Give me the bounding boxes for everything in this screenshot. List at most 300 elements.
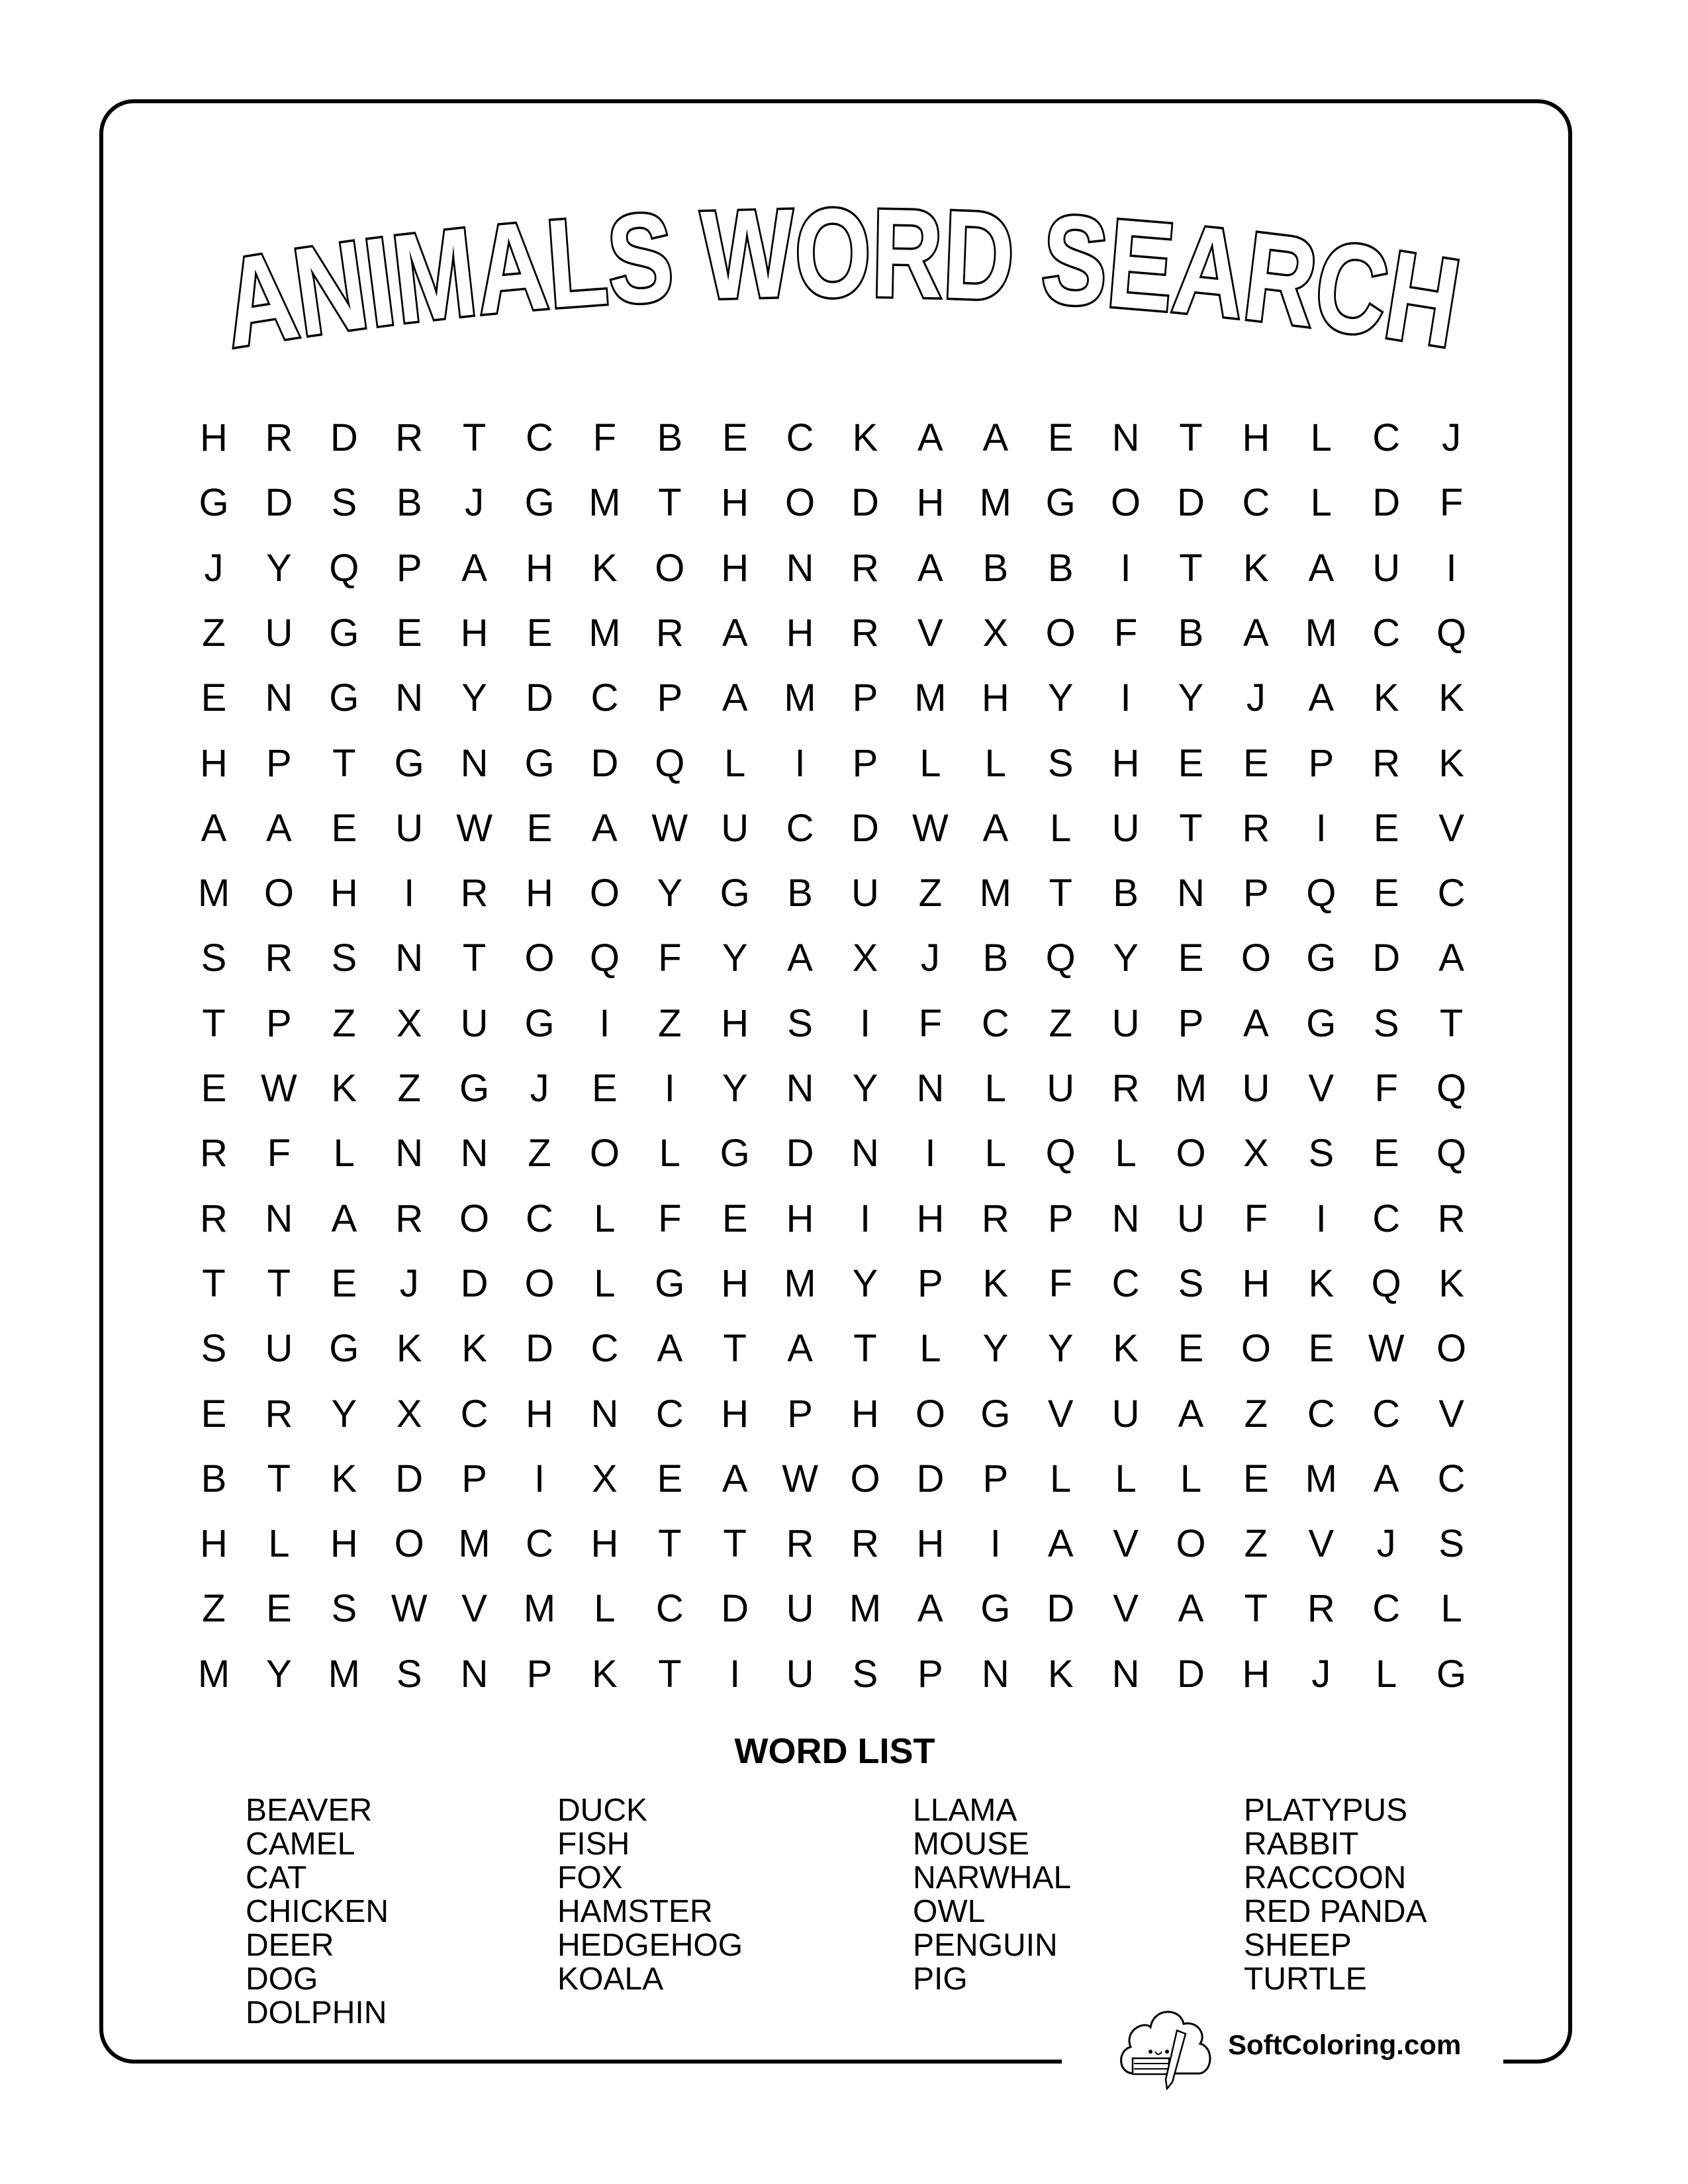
grid-letter[interactable]: A [1438,936,1464,980]
grid-letter[interactable]: X [852,936,878,980]
grid-letter[interactable]: P [266,1001,292,1045]
grid-letter[interactable]: H [1242,416,1270,459]
grid-letter[interactable]: S [1047,741,1074,785]
grid-letter[interactable]: Z [658,1001,682,1045]
grid-letter[interactable]: R [395,1197,424,1240]
grid-letter[interactable]: I [1120,546,1131,590]
grid-letter[interactable]: P [917,1652,943,1696]
grid-letter[interactable]: A [787,936,813,980]
grid-letter[interactable]: C [1437,1457,1466,1500]
grid-letter[interactable]: C [1372,611,1401,655]
grid-letter[interactable]: W [782,1457,818,1500]
grid-letter[interactable]: M [784,1261,816,1305]
grid-letter[interactable]: T [723,1327,747,1371]
grid-letter[interactable]: M [914,676,947,720]
grid-letter[interactable]: J [1311,1652,1331,1696]
grid-letter[interactable]: G [1306,936,1336,980]
grid-letter[interactable]: B [787,872,813,915]
grid-letter[interactable]: R [265,416,293,459]
grid-letter[interactable]: K [331,1067,357,1110]
grid-letter[interactable]: H [200,741,228,785]
grid-letter[interactable]: P [1308,741,1335,785]
grid-letter[interactable]: U [460,1001,489,1045]
grid-letter[interactable]: C [1372,1197,1401,1240]
grid-letter[interactable]: J [204,546,224,590]
grid-letter[interactable]: Q [1306,872,1336,915]
grid-letter[interactable]: D [1372,481,1401,525]
grid-letter[interactable]: V [1113,1522,1139,1566]
grid-letter[interactable]: L [1376,1652,1397,1696]
grid-letter[interactable]: S [396,1652,422,1696]
grid-letter[interactable]: O [589,1132,620,1175]
grid-letter[interactable]: P [266,741,292,785]
grid-letter[interactable]: E [331,806,357,850]
grid-letter[interactable]: U [265,1327,293,1371]
grid-letter[interactable]: L [268,1522,290,1566]
grid-letter[interactable]: J [1442,416,1462,459]
grid-letter[interactable]: O [263,872,294,915]
grid-letter[interactable]: A [917,1587,943,1631]
grid-letter[interactable]: E [1373,806,1399,850]
grid-letter[interactable]: P [526,1652,553,1696]
grid-letter[interactable]: V [917,611,943,655]
grid-letter[interactable]: D [786,1132,814,1175]
grid-letter[interactable]: U [1111,1392,1140,1435]
grid-letter[interactable]: U [786,1587,814,1631]
grid-letter[interactable]: N [460,1652,489,1696]
grid-letter[interactable]: L [659,1132,680,1175]
grid-letter[interactable]: A [201,806,227,850]
grid-letter[interactable]: P [852,676,878,720]
grid-letter[interactable]: D [395,1457,424,1500]
grid-letter[interactable]: G [720,872,750,915]
grid-letter[interactable]: M [523,1587,556,1631]
grid-letter[interactable]: O [459,1197,490,1240]
grid-letter[interactable]: S [852,1652,878,1696]
grid-letter[interactable]: G [655,1261,685,1305]
grid-letter[interactable]: H [721,1001,749,1045]
grid-letter[interactable]: H [721,481,749,525]
grid-letter[interactable]: O [589,872,620,915]
grid-letter[interactable]: D [851,481,879,525]
grid-letter[interactable]: I [859,1197,871,1240]
grid-letter[interactable]: P [1047,1197,1074,1240]
grid-letter[interactable]: B [1113,872,1139,915]
grid-letter[interactable]: Z [1244,1392,1268,1435]
grid-letter[interactable]: T [658,481,682,525]
grid-letter[interactable]: A [266,806,292,850]
grid-letter[interactable]: T [1179,806,1203,850]
grid-letter[interactable]: S [1178,1261,1204,1305]
grid-letter[interactable]: B [1178,611,1204,655]
grid-letter[interactable]: Y [1178,676,1204,720]
grid-letter[interactable]: A [331,1197,357,1240]
grid-letter[interactable]: R [395,416,424,459]
grid-letter[interactable]: E [722,1197,748,1240]
grid-letter[interactable]: K [592,546,618,590]
grid-letter[interactable]: N [265,676,293,720]
grid-letter[interactable]: T [1244,1587,1268,1631]
grid-letter[interactable]: N [1177,872,1205,915]
grid-letter[interactable]: K [331,1457,357,1500]
grid-letter[interactable]: H [460,611,489,655]
grid-letter[interactable]: A [461,546,487,590]
grid-letter[interactable]: C [1307,1392,1335,1435]
grid-letter[interactable]: A [982,806,1009,850]
grid-letter[interactable]: N [1111,1652,1140,1696]
grid-letter[interactable]: L [919,741,941,785]
grid-letter[interactable]: F [592,416,617,459]
grid-letter[interactable]: O [915,1392,945,1435]
grid-letter[interactable]: P [1243,872,1269,915]
grid-letter[interactable]: G [980,1392,1011,1435]
grid-letter[interactable]: E [1373,1132,1399,1175]
grid-letter[interactable]: G [524,1001,555,1045]
grid-letter[interactable]: Q [1436,1132,1467,1175]
grid-letter[interactable]: G [720,1132,750,1175]
grid-letter[interactable]: D [1372,936,1401,980]
grid-letter[interactable]: O [394,1522,424,1566]
grid-letter[interactable]: R [265,936,293,980]
grid-letter[interactable]: M [849,1587,882,1631]
grid-letter[interactable]: H [526,546,553,590]
grid-letter[interactable]: T [658,1522,682,1566]
grid-letter[interactable]: U [786,1652,814,1696]
grid-letter[interactable]: Y [1047,1327,1074,1371]
grid-letter[interactable]: O [524,1261,555,1305]
grid-letter[interactable]: L [1440,1587,1462,1631]
grid-letter[interactable]: E [1178,741,1204,785]
grid-letter[interactable]: S [331,481,357,525]
grid-letter[interactable]: Y [1047,676,1074,720]
grid-letter[interactable]: V [1113,1587,1139,1631]
grid-letter[interactable]: K [1113,1327,1139,1371]
grid-letter[interactable]: L [984,1132,1006,1175]
grid-letter[interactable]: T [267,1261,291,1305]
grid-letter[interactable]: R [460,872,489,915]
grid-letter[interactable]: U [1047,1067,1075,1110]
grid-letter[interactable]: A [722,611,748,655]
grid-letter[interactable]: D [916,1457,945,1500]
grid-letter[interactable]: X [396,1392,422,1435]
grid-letter[interactable]: E [592,1067,618,1110]
grid-letter[interactable]: T [723,1522,747,1566]
grid-letter[interactable]: C [1437,872,1466,915]
grid-letter[interactable]: Z [1244,1522,1268,1566]
grid-letter[interactable]: R [786,1522,814,1566]
grid-letter[interactable]: Q [1436,1067,1467,1110]
grid-letter[interactable]: C [655,1392,684,1435]
grid-letter[interactable]: A [657,1327,683,1371]
grid-letter[interactable]: X [1243,1132,1269,1175]
grid-letter[interactable]: D [1177,481,1205,525]
grid-letter[interactable]: R [200,1197,228,1240]
grid-letter[interactable]: T [1049,872,1072,915]
grid-letter[interactable]: H [721,1392,749,1435]
grid-letter[interactable]: C [1242,481,1270,525]
grid-letter[interactable]: C [590,1327,619,1371]
grid-letter[interactable]: Y [852,1067,878,1110]
grid-letter[interactable]: D [526,676,553,720]
grid-letter[interactable]: I [599,1001,610,1045]
grid-letter[interactable]: L [594,1587,616,1631]
grid-letter[interactable]: E [657,1457,683,1500]
grid-letter[interactable]: T [462,416,487,459]
grid-letter[interactable]: R [1242,806,1270,850]
grid-letter[interactable]: A [722,676,748,720]
grid-letter[interactable]: D [590,741,619,785]
grid-letter[interactable]: N [916,1067,945,1110]
grid-letter[interactable]: K [1308,1261,1335,1305]
grid-letter[interactable]: R [1111,1067,1140,1110]
grid-letter[interactable]: N [1111,416,1140,459]
grid-letter[interactable]: V [1308,1067,1335,1110]
grid-letter[interactable]: B [201,1457,227,1500]
grid-letter[interactable]: H [1242,1652,1270,1696]
grid-letter[interactable]: A [592,806,618,850]
grid-letter[interactable]: S [1373,1001,1399,1045]
grid-letter[interactable]: C [1372,1392,1401,1435]
grid-letter[interactable]: E [1243,741,1269,785]
grid-letter[interactable]: K [396,1327,422,1371]
grid-letter[interactable]: R [265,1392,293,1435]
grid-letter[interactable]: Q [655,741,685,785]
grid-letter[interactable]: H [526,1392,553,1435]
grid-letter[interactable]: J [465,481,485,525]
grid-letter[interactable]: P [917,1261,943,1305]
grid-letter[interactable]: I [794,741,806,785]
grid-letter[interactable]: H [721,1261,749,1305]
grid-letter[interactable]: O [1241,1327,1271,1371]
grid-letter[interactable]: I [664,1067,675,1110]
grid-letter[interactable]: E [1047,416,1074,459]
grid-letter[interactable]: C [526,1197,553,1240]
grid-letter[interactable]: G [1436,1652,1467,1696]
grid-letter[interactable]: R [1307,1587,1335,1631]
grid-letter[interactable]: S [331,1587,357,1631]
grid-letter[interactable]: M [197,872,230,915]
grid-letter[interactable]: L [1310,416,1332,459]
grid-letter[interactable]: K [1438,676,1464,720]
grid-letter[interactable]: S [331,936,357,980]
grid-letter[interactable]: P [982,1457,1009,1500]
grid-letter[interactable]: T [202,1001,226,1045]
grid-letter[interactable]: H [916,1522,945,1566]
grid-letter[interactable]: G [329,1327,359,1371]
grid-letter[interactable]: Z [528,1132,551,1175]
grid-letter[interactable]: U [1372,546,1401,590]
grid-letter[interactable]: E [331,1261,357,1305]
grid-letter[interactable]: A [917,416,943,459]
grid-letter[interactable]: T [267,1457,291,1500]
grid-letter[interactable]: Z [1049,1001,1072,1045]
grid-letter[interactable]: P [852,741,878,785]
grid-letter[interactable]: V [1047,1392,1074,1435]
grid-letter[interactable]: L [1115,1457,1137,1500]
grid-letter[interactable]: R [981,1197,1009,1240]
grid-letter[interactable]: E [1308,1327,1335,1371]
grid-letter[interactable]: H [786,1197,814,1240]
grid-letter[interactable]: T [1439,1001,1464,1045]
grid-letter[interactable]: L [1310,481,1332,525]
grid-letter[interactable]: S [1438,1522,1464,1566]
grid-letter[interactable]: O [1111,481,1141,525]
grid-letter[interactable]: I [1315,1197,1327,1240]
grid-letter[interactable]: F [918,1001,943,1045]
grid-letter[interactable]: F [267,1132,291,1175]
grid-letter[interactable]: I [404,872,415,915]
grid-letter[interactable]: C [1372,416,1401,459]
grid-letter[interactable]: H [526,872,553,915]
grid-letter[interactable]: K [1438,1261,1464,1305]
grid-letter[interactable]: C [655,1587,684,1631]
grid-letter[interactable]: G [329,676,359,720]
grid-letter[interactable]: J [530,1067,549,1110]
grid-letter[interactable]: F [658,936,682,980]
grid-letter[interactable]: S [1308,1132,1335,1175]
grid-letter[interactable]: M [1174,1067,1207,1110]
grid-letter[interactable]: E [722,416,748,459]
grid-letter[interactable]: E [1178,936,1204,980]
grid-letter[interactable]: G [394,741,424,785]
grid-letter[interactable]: A [1308,546,1335,590]
grid-letter[interactable]: O [1241,936,1271,980]
grid-letter[interactable]: K [592,1652,618,1696]
grid-letter[interactable]: Z [202,1587,226,1631]
grid-letter[interactable]: I [534,1457,545,1500]
grid-letter[interactable]: I [1446,546,1457,590]
grid-letter[interactable]: L [984,1067,1006,1110]
grid-letter[interactable]: B [982,936,1009,980]
grid-letter[interactable]: B [1047,546,1074,590]
grid-letter[interactable]: N [786,546,814,590]
grid-letter[interactable]: B [396,481,422,525]
grid-letter[interactable]: D [1047,1587,1075,1631]
grid-letter[interactable]: D [460,1261,489,1305]
grid-letter[interactable]: T [462,936,487,980]
grid-letter[interactable]: Y [266,1652,292,1696]
grid-letter[interactable]: N [851,1132,879,1175]
grid-letter[interactable]: L [1180,1457,1202,1500]
grid-letter[interactable]: V [461,1587,487,1631]
grid-letter[interactable]: X [396,1001,422,1045]
grid-letter[interactable]: C [526,416,553,459]
grid-letter[interactable]: N [265,1197,293,1240]
grid-letter[interactable]: F [1439,481,1464,525]
grid-letter[interactable]: E [201,676,227,720]
grid-letter[interactable]: U [395,806,424,850]
grid-letter[interactable]: M [588,481,621,525]
grid-letter[interactable]: T [1179,546,1203,590]
grid-letter[interactable]: V [1438,806,1464,850]
grid-letter[interactable]: Y [722,936,748,980]
grid-letter[interactable]: H [981,676,1009,720]
grid-letter[interactable]: A [1243,1001,1269,1045]
grid-letter[interactable]: Y [982,1327,1009,1371]
grid-letter[interactable]: N [1111,1197,1140,1240]
grid-letter[interactable]: F [658,1197,682,1240]
grid-letter[interactable]: G [524,741,555,785]
grid-letter[interactable]: Y [266,546,292,590]
grid-letter[interactable]: A [787,1327,813,1371]
grid-letter[interactable]: I [925,1132,936,1175]
grid-letter[interactable]: M [979,481,1011,525]
grid-letter[interactable]: O [1045,611,1076,655]
grid-letter[interactable]: H [1111,741,1140,785]
grid-letter[interactable]: O [785,481,816,525]
grid-letter[interactable]: C [460,1392,489,1435]
grid-letter[interactable]: V [1438,1392,1464,1435]
grid-letter[interactable]: L [724,741,746,785]
grid-letter[interactable]: K [1373,676,1399,720]
grid-letter[interactable]: D [330,416,358,459]
grid-letter[interactable]: E [526,806,553,850]
grid-letter[interactable]: Y [657,872,683,915]
grid-letter[interactable]: A [1373,1457,1399,1500]
grid-letter[interactable]: Q [1045,936,1076,980]
grid-letter[interactable]: G [524,481,555,525]
grid-letter[interactable]: N [590,1392,619,1435]
grid-letter[interactable]: A [1178,1587,1204,1631]
grid-letter[interactable]: W [456,806,492,850]
grid-letter[interactable]: O [1176,1522,1206,1566]
grid-letter[interactable]: S [787,1001,813,1045]
grid-letter[interactable]: E [1373,872,1399,915]
grid-letter[interactable]: Q [1045,1132,1076,1175]
grid-letter[interactable]: H [200,416,228,459]
grid-letter[interactable]: A [1178,1392,1204,1435]
grid-letter[interactable]: F [1113,611,1138,655]
grid-letter[interactable]: H [330,1522,358,1566]
grid-letter[interactable]: O [1176,1132,1206,1175]
grid-letter[interactable]: N [395,1132,424,1175]
grid-letter[interactable]: C [981,1001,1009,1045]
grid-letter[interactable]: K [461,1327,487,1371]
grid-letter[interactable]: R [851,611,879,655]
grid-letter[interactable]: O [655,546,685,590]
grid-letter[interactable]: U [1111,1001,1140,1045]
grid-letter[interactable]: Y [331,1392,357,1435]
grid-letter[interactable]: D [526,1327,553,1371]
grid-letter[interactable]: M [1305,611,1337,655]
grid-letter[interactable]: S [201,1327,227,1371]
grid-letter[interactable]: M [979,872,1011,915]
grid-letter[interactable]: Q [1436,611,1467,655]
grid-letter[interactable]: N [981,1652,1009,1696]
grid-letter[interactable]: H [916,481,945,525]
grid-letter[interactable]: A [1308,676,1335,720]
grid-letter[interactable]: X [592,1457,618,1500]
grid-letter[interactable]: Y [461,676,487,720]
grid-letter[interactable]: U [1177,1197,1205,1240]
grid-letter[interactable]: N [460,1132,489,1175]
grid-letter[interactable]: C [786,416,814,459]
grid-letter[interactable]: K [1438,741,1464,785]
grid-letter[interactable]: Z [332,1001,356,1045]
grid-letter[interactable]: L [594,1197,616,1240]
grid-letter[interactable]: C [1111,1261,1140,1305]
grid-letter[interactable]: I [990,1522,1001,1566]
grid-letter[interactable]: H [721,546,749,590]
grid-letter[interactable]: H [1242,1261,1270,1305]
grid-letter[interactable]: A [982,416,1009,459]
grid-letter[interactable]: Q [589,936,620,980]
grid-letter[interactable]: X [982,611,1009,655]
grid-letter[interactable]: L [919,1327,941,1371]
grid-letter[interactable]: H [200,1522,228,1566]
grid-letter[interactable]: B [982,546,1009,590]
grid-letter[interactable]: J [920,936,940,980]
